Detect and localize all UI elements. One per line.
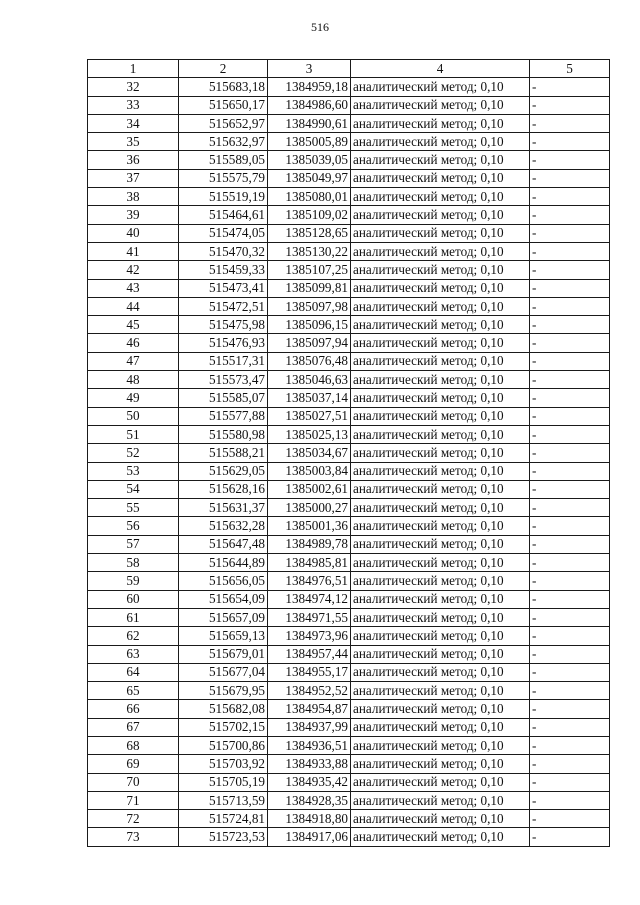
x-coordinate-cell: 515577,88: [179, 407, 268, 425]
table-row: [88, 444, 610, 462]
point-number-cell: 34: [88, 114, 179, 132]
x-coordinate-cell: 515703,92: [179, 755, 268, 773]
table-row: [88, 682, 610, 700]
method-accuracy-cell: аналитический метод; 0,10: [351, 188, 530, 206]
y-coordinate-cell: 1385002,61: [268, 480, 351, 498]
note-cell: -: [530, 96, 610, 114]
x-coordinate-cell: 515474,05: [179, 224, 268, 242]
method-accuracy-cell: аналитический метод; 0,10: [351, 114, 530, 132]
y-coordinate-cell: 1384989,78: [268, 535, 351, 553]
point-number-cell: 69: [88, 755, 179, 773]
note-cell: -: [530, 517, 610, 535]
y-coordinate-cell: 1384957,44: [268, 645, 351, 663]
table-row: [88, 590, 610, 608]
point-number-cell: 50: [88, 407, 179, 425]
method-accuracy-cell: аналитический метод; 0,10: [351, 590, 530, 608]
note-cell: -: [530, 718, 610, 736]
table-row: [88, 169, 610, 187]
x-coordinate-cell: 515713,59: [179, 791, 268, 809]
y-coordinate-cell: 1384986,60: [268, 96, 351, 114]
note-cell: -: [530, 736, 610, 754]
column-header: 4: [351, 60, 530, 78]
method-accuracy-cell: аналитический метод; 0,10: [351, 517, 530, 535]
table-row: [88, 645, 610, 663]
point-number-cell: 37: [88, 169, 179, 187]
point-number-cell: 58: [88, 554, 179, 572]
y-coordinate-cell: 1384917,06: [268, 828, 351, 846]
point-number-cell: 59: [88, 572, 179, 590]
note-cell: -: [530, 78, 610, 96]
table-row: [88, 188, 610, 206]
y-coordinate-cell: 1384954,87: [268, 700, 351, 718]
note-cell: -: [530, 389, 610, 407]
point-number-cell: 63: [88, 645, 179, 663]
method-accuracy-cell: аналитический метод; 0,10: [351, 682, 530, 700]
point-number-cell: 43: [88, 279, 179, 297]
method-accuracy-cell: аналитический метод; 0,10: [351, 810, 530, 828]
method-accuracy-cell: аналитический метод; 0,10: [351, 480, 530, 498]
note-cell: -: [530, 480, 610, 498]
x-coordinate-cell: 515588,21: [179, 444, 268, 462]
y-coordinate-cell: 1385097,98: [268, 297, 351, 315]
point-number-cell: 49: [88, 389, 179, 407]
note-cell: -: [530, 462, 610, 480]
point-number-cell: 62: [88, 627, 179, 645]
note-cell: -: [530, 663, 610, 681]
y-coordinate-cell: 1384935,42: [268, 773, 351, 791]
method-accuracy-cell: аналитический метод; 0,10: [351, 627, 530, 645]
table-row: [88, 389, 610, 407]
table-row: [88, 425, 610, 443]
table-row: [88, 334, 610, 352]
x-coordinate-cell: 515459,33: [179, 261, 268, 279]
note-cell: -: [530, 206, 610, 224]
x-coordinate-cell: 515679,01: [179, 645, 268, 663]
x-coordinate-cell: 515632,97: [179, 133, 268, 151]
table-row: [88, 261, 610, 279]
table-row: [88, 773, 610, 791]
y-coordinate-cell: 1384974,12: [268, 590, 351, 608]
note-cell: -: [530, 133, 610, 151]
note-cell: -: [530, 169, 610, 187]
y-coordinate-cell: 1385107,25: [268, 261, 351, 279]
method-accuracy-cell: аналитический метод; 0,10: [351, 663, 530, 681]
table-row: [88, 791, 610, 809]
y-coordinate-cell: 1385080,01: [268, 188, 351, 206]
note-cell: -: [530, 444, 610, 462]
note-cell: -: [530, 700, 610, 718]
y-coordinate-cell: 1384933,88: [268, 755, 351, 773]
column-header: 5: [530, 60, 610, 78]
note-cell: -: [530, 608, 610, 626]
point-number-cell: 55: [88, 499, 179, 517]
x-coordinate-cell: 515580,98: [179, 425, 268, 443]
point-number-cell: 33: [88, 96, 179, 114]
x-coordinate-cell: 515724,81: [179, 810, 268, 828]
point-number-cell: 39: [88, 206, 179, 224]
method-accuracy-cell: аналитический метод; 0,10: [351, 389, 530, 407]
method-accuracy-cell: аналитический метод; 0,10: [351, 755, 530, 773]
table-row: [88, 499, 610, 517]
table-row: [88, 627, 610, 645]
x-coordinate-cell: 515517,31: [179, 352, 268, 370]
x-coordinate-cell: 515575,79: [179, 169, 268, 187]
x-coordinate-cell: 515644,89: [179, 554, 268, 572]
method-accuracy-cell: аналитический метод; 0,10: [351, 535, 530, 553]
y-coordinate-cell: 1384928,35: [268, 791, 351, 809]
table-row: [88, 352, 610, 370]
note-cell: -: [530, 188, 610, 206]
point-number-cell: 47: [88, 352, 179, 370]
x-coordinate-cell: 515631,37: [179, 499, 268, 517]
note-cell: -: [530, 279, 610, 297]
x-coordinate-cell: 515705,19: [179, 773, 268, 791]
note-cell: -: [530, 755, 610, 773]
note-cell: -: [530, 590, 610, 608]
y-coordinate-cell: 1385128,65: [268, 224, 351, 242]
table-row: [88, 151, 610, 169]
method-accuracy-cell: аналитический метод; 0,10: [351, 645, 530, 663]
point-number-cell: 72: [88, 810, 179, 828]
x-coordinate-cell: 515519,19: [179, 188, 268, 206]
note-cell: -: [530, 242, 610, 260]
table-row: [88, 114, 610, 132]
point-number-cell: 38: [88, 188, 179, 206]
y-coordinate-cell: 1385046,63: [268, 371, 351, 389]
note-cell: -: [530, 828, 610, 846]
method-accuracy-cell: аналитический метод; 0,10: [351, 96, 530, 114]
table-header-row: [88, 60, 610, 78]
method-accuracy-cell: аналитический метод; 0,10: [351, 279, 530, 297]
method-accuracy-cell: аналитический метод; 0,10: [351, 206, 530, 224]
note-cell: -: [530, 151, 610, 169]
table-row: [88, 206, 610, 224]
table-row: [88, 535, 610, 553]
y-coordinate-cell: 1384971,55: [268, 608, 351, 626]
x-coordinate-cell: 515472,51: [179, 297, 268, 315]
table-body: [88, 78, 610, 846]
y-coordinate-cell: 1385039,05: [268, 151, 351, 169]
method-accuracy-cell: аналитический метод; 0,10: [351, 316, 530, 334]
y-coordinate-cell: 1384955,17: [268, 663, 351, 681]
method-accuracy-cell: аналитический метод; 0,10: [351, 334, 530, 352]
point-number-cell: 67: [88, 718, 179, 736]
note-cell: -: [530, 572, 610, 590]
y-coordinate-cell: 1384973,96: [268, 627, 351, 645]
point-number-cell: 48: [88, 371, 179, 389]
table-row: [88, 316, 610, 334]
point-number-cell: 32: [88, 78, 179, 96]
x-coordinate-cell: 515677,04: [179, 663, 268, 681]
y-coordinate-cell: 1385099,81: [268, 279, 351, 297]
note-cell: -: [530, 499, 610, 517]
note-cell: -: [530, 224, 610, 242]
point-number-cell: 68: [88, 736, 179, 754]
x-coordinate-cell: 515702,15: [179, 718, 268, 736]
table-row: [88, 242, 610, 260]
column-header: 3: [268, 60, 351, 78]
method-accuracy-cell: аналитический метод; 0,10: [351, 133, 530, 151]
table-row: [88, 517, 610, 535]
y-coordinate-cell: 1385025,13: [268, 425, 351, 443]
method-accuracy-cell: аналитический метод; 0,10: [351, 261, 530, 279]
y-coordinate-cell: 1385096,15: [268, 316, 351, 334]
table-row: [88, 133, 610, 151]
method-accuracy-cell: аналитический метод; 0,10: [351, 297, 530, 315]
y-coordinate-cell: 1385037,14: [268, 389, 351, 407]
method-accuracy-cell: аналитический метод; 0,10: [351, 828, 530, 846]
method-accuracy-cell: аналитический метод; 0,10: [351, 718, 530, 736]
x-coordinate-cell: 515650,17: [179, 96, 268, 114]
y-coordinate-cell: 1385109,02: [268, 206, 351, 224]
table-row: [88, 810, 610, 828]
y-coordinate-cell: 1384990,61: [268, 114, 351, 132]
table-row: [88, 480, 610, 498]
method-accuracy-cell: аналитический метод; 0,10: [351, 608, 530, 626]
point-number-cell: 73: [88, 828, 179, 846]
note-cell: -: [530, 297, 610, 315]
x-coordinate-cell: 515470,32: [179, 242, 268, 260]
table-row: [88, 828, 610, 846]
y-coordinate-cell: 1385076,48: [268, 352, 351, 370]
method-accuracy-cell: аналитический метод; 0,10: [351, 444, 530, 462]
note-cell: -: [530, 334, 610, 352]
page-number: 516: [311, 20, 329, 34]
method-accuracy-cell: аналитический метод; 0,10: [351, 352, 530, 370]
y-coordinate-cell: 1384918,80: [268, 810, 351, 828]
y-coordinate-cell: 1384952,52: [268, 682, 351, 700]
note-cell: -: [530, 371, 610, 389]
x-coordinate-cell: 515464,61: [179, 206, 268, 224]
method-accuracy-cell: аналитический метод; 0,10: [351, 462, 530, 480]
method-accuracy-cell: аналитический метод; 0,10: [351, 425, 530, 443]
y-coordinate-cell: 1385001,36: [268, 517, 351, 535]
y-coordinate-cell: 1385034,67: [268, 444, 351, 462]
y-coordinate-cell: 1384976,51: [268, 572, 351, 590]
method-accuracy-cell: аналитический метод; 0,10: [351, 169, 530, 187]
point-number-cell: 44: [88, 297, 179, 315]
note-cell: -: [530, 554, 610, 572]
y-coordinate-cell: 1385003,84: [268, 462, 351, 480]
x-coordinate-cell: 515475,98: [179, 316, 268, 334]
table-row: [88, 224, 610, 242]
table-row: [88, 718, 610, 736]
table-row: [88, 736, 610, 754]
note-cell: -: [530, 407, 610, 425]
x-coordinate-cell: 515683,18: [179, 78, 268, 96]
coordinates-table: [87, 59, 610, 847]
method-accuracy-cell: аналитический метод; 0,10: [351, 700, 530, 718]
table-row: [88, 608, 610, 626]
table-row: [88, 572, 610, 590]
note-cell: -: [530, 627, 610, 645]
note-cell: -: [530, 810, 610, 828]
column-header: 1: [88, 60, 179, 78]
table-row: [88, 462, 610, 480]
point-number-cell: 71: [88, 791, 179, 809]
x-coordinate-cell: 515473,41: [179, 279, 268, 297]
method-accuracy-cell: аналитический метод; 0,10: [351, 151, 530, 169]
point-number-cell: 41: [88, 242, 179, 260]
x-coordinate-cell: 515573,47: [179, 371, 268, 389]
note-cell: -: [530, 773, 610, 791]
point-number-cell: 53: [88, 462, 179, 480]
point-number-cell: 46: [88, 334, 179, 352]
y-coordinate-cell: 1384936,51: [268, 736, 351, 754]
table-row: [88, 297, 610, 315]
method-accuracy-cell: аналитический метод; 0,10: [351, 736, 530, 754]
point-number-cell: 51: [88, 425, 179, 443]
x-coordinate-cell: 515589,05: [179, 151, 268, 169]
point-number-cell: 56: [88, 517, 179, 535]
point-number-cell: 61: [88, 608, 179, 626]
method-accuracy-cell: аналитический метод; 0,10: [351, 407, 530, 425]
table-row: [88, 407, 610, 425]
point-number-cell: 42: [88, 261, 179, 279]
method-accuracy-cell: аналитический метод; 0,10: [351, 773, 530, 791]
y-coordinate-cell: 1384985,81: [268, 554, 351, 572]
column-header: 2: [179, 60, 268, 78]
point-number-cell: 60: [88, 590, 179, 608]
x-coordinate-cell: 515628,16: [179, 480, 268, 498]
note-cell: -: [530, 791, 610, 809]
method-accuracy-cell: аналитический метод; 0,10: [351, 242, 530, 260]
x-coordinate-cell: 515654,09: [179, 590, 268, 608]
point-number-cell: 66: [88, 700, 179, 718]
table-row: [88, 554, 610, 572]
y-coordinate-cell: 1384959,18: [268, 78, 351, 96]
x-coordinate-cell: 515659,13: [179, 627, 268, 645]
point-number-cell: 70: [88, 773, 179, 791]
note-cell: -: [530, 261, 610, 279]
point-number-cell: 65: [88, 682, 179, 700]
note-cell: -: [530, 316, 610, 334]
x-coordinate-cell: 515700,86: [179, 736, 268, 754]
note-cell: -: [530, 352, 610, 370]
point-number-cell: 52: [88, 444, 179, 462]
point-number-cell: 54: [88, 480, 179, 498]
x-coordinate-cell: 515647,48: [179, 535, 268, 553]
table-row: [88, 96, 610, 114]
method-accuracy-cell: аналитический метод; 0,10: [351, 554, 530, 572]
y-coordinate-cell: 1384937,99: [268, 718, 351, 736]
method-accuracy-cell: аналитический метод; 0,10: [351, 572, 530, 590]
x-coordinate-cell: 515656,05: [179, 572, 268, 590]
table-row: [88, 663, 610, 681]
x-coordinate-cell: 515679,95: [179, 682, 268, 700]
point-number-cell: 40: [88, 224, 179, 242]
x-coordinate-cell: 515682,08: [179, 700, 268, 718]
y-coordinate-cell: 1385000,27: [268, 499, 351, 517]
point-number-cell: 64: [88, 663, 179, 681]
method-accuracy-cell: аналитический метод; 0,10: [351, 371, 530, 389]
method-accuracy-cell: аналитический метод; 0,10: [351, 224, 530, 242]
note-cell: -: [530, 114, 610, 132]
point-number-cell: 36: [88, 151, 179, 169]
y-coordinate-cell: 1385130,22: [268, 242, 351, 260]
point-number-cell: 35: [88, 133, 179, 151]
x-coordinate-cell: 515629,05: [179, 462, 268, 480]
x-coordinate-cell: 515632,28: [179, 517, 268, 535]
table-row: [88, 755, 610, 773]
note-cell: -: [530, 535, 610, 553]
x-coordinate-cell: 515657,09: [179, 608, 268, 626]
table-row: [88, 700, 610, 718]
y-coordinate-cell: 1385049,97: [268, 169, 351, 187]
method-accuracy-cell: аналитический метод; 0,10: [351, 78, 530, 96]
x-coordinate-cell: 515476,93: [179, 334, 268, 352]
table-row: [88, 279, 610, 297]
y-coordinate-cell: 1385027,51: [268, 407, 351, 425]
note-cell: -: [530, 425, 610, 443]
x-coordinate-cell: 515723,53: [179, 828, 268, 846]
point-number-cell: 45: [88, 316, 179, 334]
y-coordinate-cell: 1385097,94: [268, 334, 351, 352]
x-coordinate-cell: 515652,97: [179, 114, 268, 132]
note-cell: -: [530, 645, 610, 663]
y-coordinate-cell: 1385005,89: [268, 133, 351, 151]
table-row: [88, 371, 610, 389]
x-coordinate-cell: 515585,07: [179, 389, 268, 407]
method-accuracy-cell: аналитический метод; 0,10: [351, 791, 530, 809]
note-cell: -: [530, 682, 610, 700]
method-accuracy-cell: аналитический метод; 0,10: [351, 499, 530, 517]
point-number-cell: 57: [88, 535, 179, 553]
table-row: [88, 78, 610, 96]
